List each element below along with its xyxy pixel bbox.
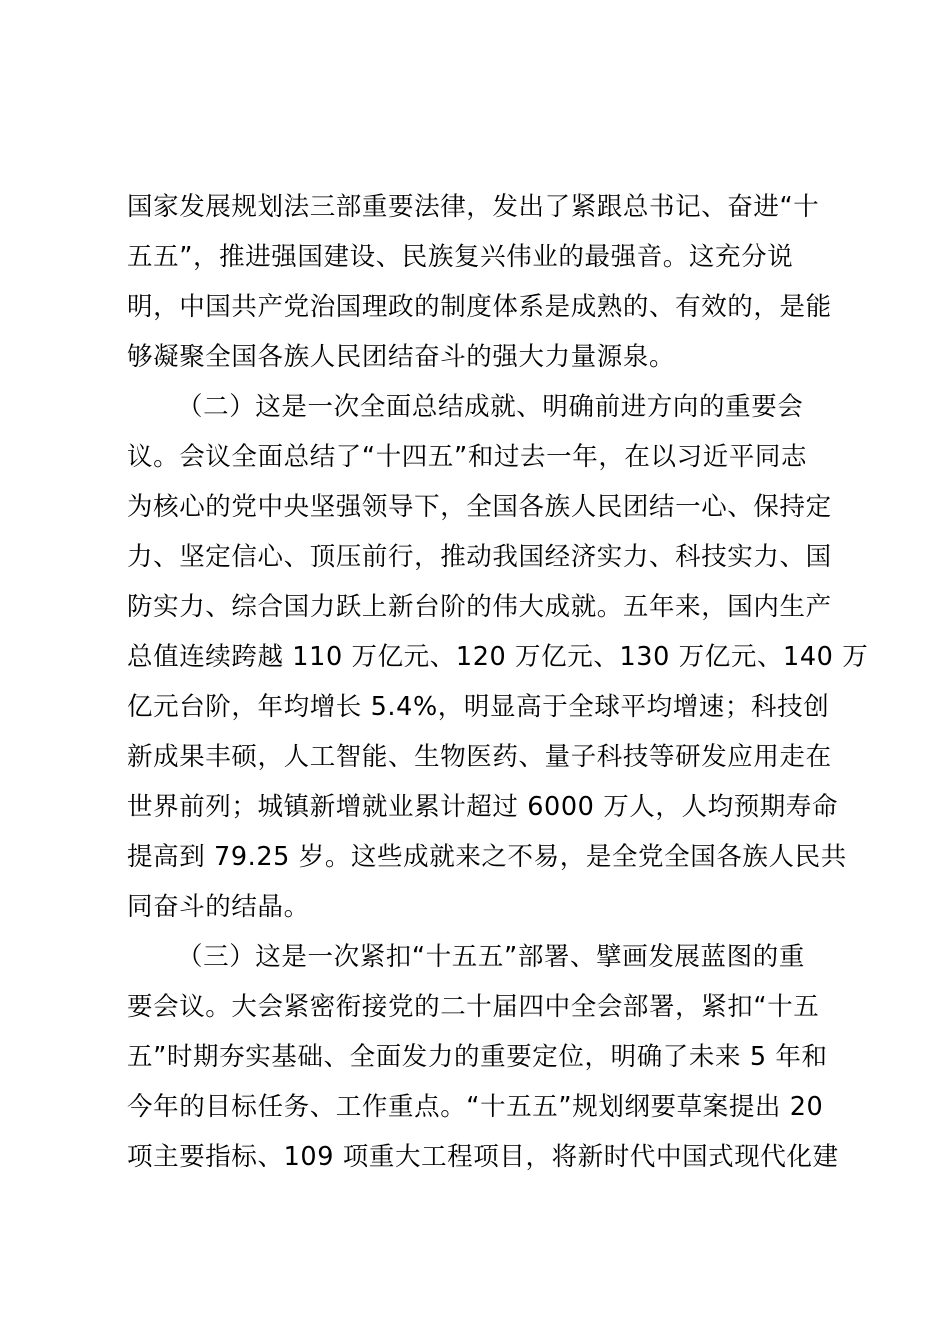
text-line: 防实力、综合国力跃上新台阶的伟大成就。五年来，国内生产 (127, 592, 832, 622)
text-line: 五五”，推进强国建设、民族复兴伟业的最强音。这充分说 (127, 242, 794, 272)
text-line: 力、坚定信心、顶压前行，推动我国经济实力、科技实力、国 (127, 542, 832, 572)
text-line: 新成果丰硕，人工智能、生物医药、量子科技等研发应用走在 (127, 742, 832, 772)
text-line: 国家发展规划法三部重要法律，发出了紧跟总书记、奋进“十 (127, 192, 820, 222)
text-line: 够凝聚全国各族人民团结奋斗的强大力量源泉。 (127, 342, 676, 372)
text-line: 世界前列；城镇新增就业累计超过 6000 万人，人均预期寿命 (127, 792, 839, 822)
text-line: 明，中国共产党治国理政的制度体系是成熟的、有效的，是能 (127, 292, 832, 322)
text-line: 提高到 79.25 岁。这些成就来之不易，是全党全国各族人民共 (127, 842, 847, 872)
text-line: 今年的目标任务、工作重点。“十五五”规划纲要草案提出 20 (127, 1092, 824, 1122)
text-line: 要会议。大会紧密衔接党的二十届四中全会部署，紧扣“十五 (127, 992, 820, 1022)
paragraph-continuation (127, 182, 847, 382)
text-line: （三）这是一次紧扣“十五五”部署、擘画发展蓝图的重 (177, 942, 805, 972)
text-line: 议。会议全面总结了“十四五”和过去一年，在以习近平同志 (127, 442, 808, 472)
document-page (127, 182, 869, 1182)
text-line: 同奋斗的结晶。 (127, 892, 310, 922)
text-line: 五”时期夯实基础、全面发力的重要定位，明确了未来 5 年和 (127, 1042, 828, 1072)
text-line: 亿元台阶，年均增长 5.4%，明显高于全球平均增速；科技创 (127, 692, 830, 722)
text-line: 项主要指标、109 项重大工程项目，将新时代中国式现代化建 (127, 1142, 839, 1172)
paragraph-section-two (127, 382, 869, 932)
text-line: （二）这是一次全面总结成就、明确前进方向的重要会 (177, 392, 804, 422)
text-line: 总值连续跨越 110 万亿元、120 万亿元、130 万亿元、140 万 (127, 642, 869, 672)
text-line: 为核心的党中央坚强领导下，全国各族人民团结一心、保持定 (127, 492, 832, 522)
paragraph-section-three (127, 932, 847, 1182)
